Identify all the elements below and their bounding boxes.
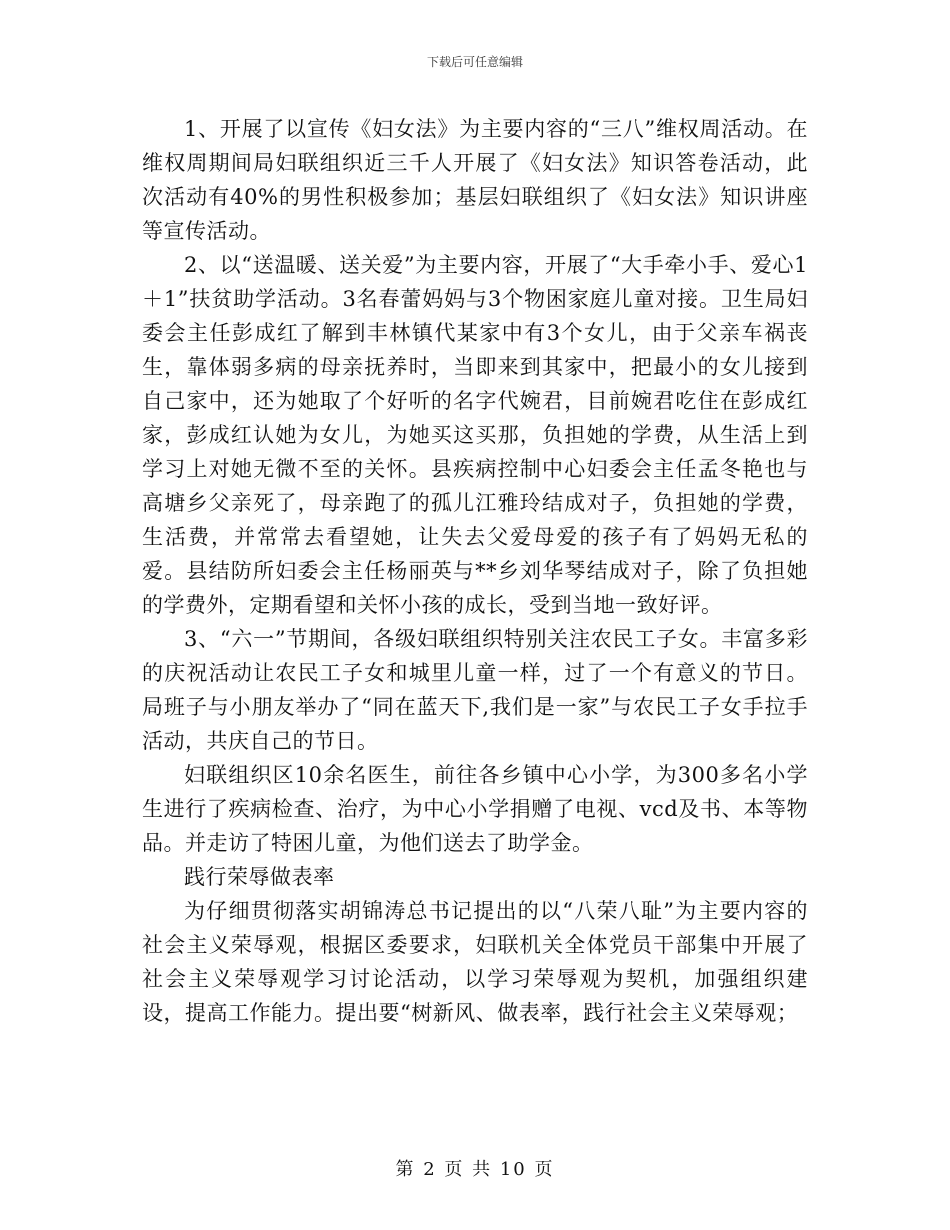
page-number-footer: 第 2 页 共 10 页 <box>395 1159 555 1180</box>
page-header-note: 下载后可任意编辑 <box>426 55 523 69</box>
document-body <box>142 112 808 1030</box>
paragraph-item-5: 为仔细贯彻落实胡锦涛总书记提出的以“八荣八耻”为主要内容的社会主义荣辱观，根据区委要求，妇联机关全体党员干部集中开展了社会主义荣辱观学习讨论活动，以学习荣辱观为契机，加强组织建设，提高工作能力。提出要“树新风、做表率，践行社会主义荣辱观； <box>142 899 808 1025</box>
paragraph-item-1: 1、开展了以宣传《妇女法》为主要内容的“三八”维权周活动。在维权周期间局妇联组织近三千人开展了《妇女法》知识答卷活动，此次活动有40%的男性积极参加；基层妇联组织了《妇女法》知识讲座等宣传活动。 <box>142 117 808 243</box>
section-heading: 践行荣辱做表率 <box>184 865 335 889</box>
paragraph-item-4: 妇联组织区10余名医生，前往各乡镇中心小学，为300多名小学生进行了疾病检查、治疗，为中心小学捐赠了电视、vcd及书、本等物品。并走访了特困儿童，为他们送去了助学金。 <box>142 763 808 855</box>
paragraph-item-2: 2、以“送温暖、送关爱”为主要内容，开展了“大手牵小手、爱心1＋1”扶贫助学活动。3名春蕾妈妈与3个物困家庭儿童对接。卫生局妇委会主任彭成红了解到丰林镇代某家中有3个女儿，由于父亲车祸丧生，靠体弱多病的母亲抚养时，当即来到其家中，把最小的女儿接到自己家中，还为她取了个好听的名字代婉君，目前婉君吃住在彭成红家，彭成红认她为女儿，为她买这买那，负担她的学费，从生活上到学习上对她无微不至的关怀。县疾病控制中心妇委会主任孟冬艳也与高塘乡父亲死了，母亲跑了的孤儿江雅玲结成对子，负担她的学费，生活费，并常常去看望她，让失去父爱母爱的孩子有了妈妈无私的爱。县结防所妇委会主任杨丽英与**乡刘华琴结成对子，除了负担她的学费外，定期看望和关怀小孩的成长，受到当地一致好评。 <box>142 253 808 617</box>
paragraph-item-3: 3、“六一”节期间，各级妇联组织特别关注农民工子女。丰富多彩的庆祝活动让农民工子女和城里儿童一样，过了一个有意义的节日。局班子与小朋友举办了“同在蓝天下,我们是一家”与农民工子女手拉手活动，共庆自己的节日。 <box>142 627 808 753</box>
